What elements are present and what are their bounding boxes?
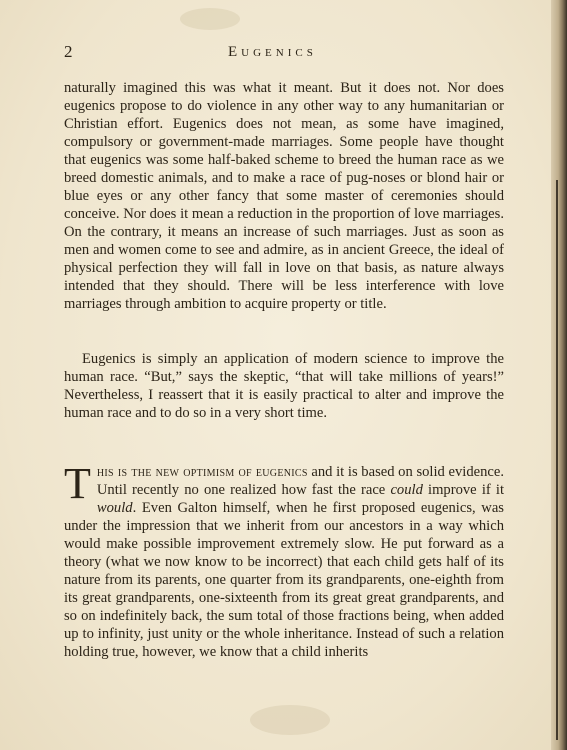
- text-run: improve if it: [422, 482, 504, 498]
- paragraph: naturally imagined this was what it meant. But it does not. Nor does eugenics propose to do violence in any other way to any humanitarian or Christian effort. Eugenics does not mean, as some have imagined, compulsory or government-made marriages. Some people have thought that eugenics was some half-baked scheme to breed the human race as we breed domestic animals, and to make a race of pug-noses or blond hair or blue eyes or any other fancy that some master of ceremonies should conceive. Nor does it mean a reduction in the proportion of love marriages. On the contrary, it means an increase of such marriages. Just as soon as men and women come to see and admire, as in ancient Greece, the ideal of physical perfection they will fall in love on that basis, as nature always intended that they should. There will be less interference with love marriages through ambition to acquire property or title.: [64, 80, 504, 312]
- page-header: [64, 40, 504, 64]
- book-gutter: [551, 0, 567, 750]
- emphasis: would: [96, 500, 133, 516]
- page-number: 2: [64, 42, 73, 61]
- binding-edge: [556, 180, 558, 740]
- body-text-block: [64, 79, 504, 313]
- paper-stain: [250, 705, 330, 735]
- drop-cap: T: [64, 459, 91, 508]
- paper-stain: [180, 8, 240, 30]
- section-lead-in: his is the new optimism of eugenics: [96, 464, 308, 480]
- emphasis: could: [390, 482, 423, 498]
- section-text-block: [64, 459, 504, 661]
- running-head: Eugenics: [228, 44, 317, 60]
- text-run: . Even Galton himself, when he first proposed eugenics, was under the impression that we inherit from our ancestors in a way which would make possible improvement extremely slow. He put forward as a theory (what we now know to be incorrect) that each child gets half of its nature from its parents, one quarter from its grandparents, one-eighth from its great grandparents, one-sixteenth from its great great grandparents, and so on indefinitely back, the sum total of those fractions being, when added up to infinity, just unity or the whole inheritance. Instead of such a relation holding true, however, we know that a child inherits: [64, 500, 504, 660]
- text-run: and it is based on solid evidence. Until recently no one realized how fast the race: [96, 464, 504, 498]
- section-paragraph: [64, 459, 504, 661]
- body-text-block: [64, 350, 504, 422]
- paragraph: Eugenics is simply an application of modern science to improve the human race. “But,” says the skeptic, “that will take millions of years!” Nevertheless, I reassert that it is easily practical to alter and improve the human race and to do so in a very short time.: [64, 351, 504, 421]
